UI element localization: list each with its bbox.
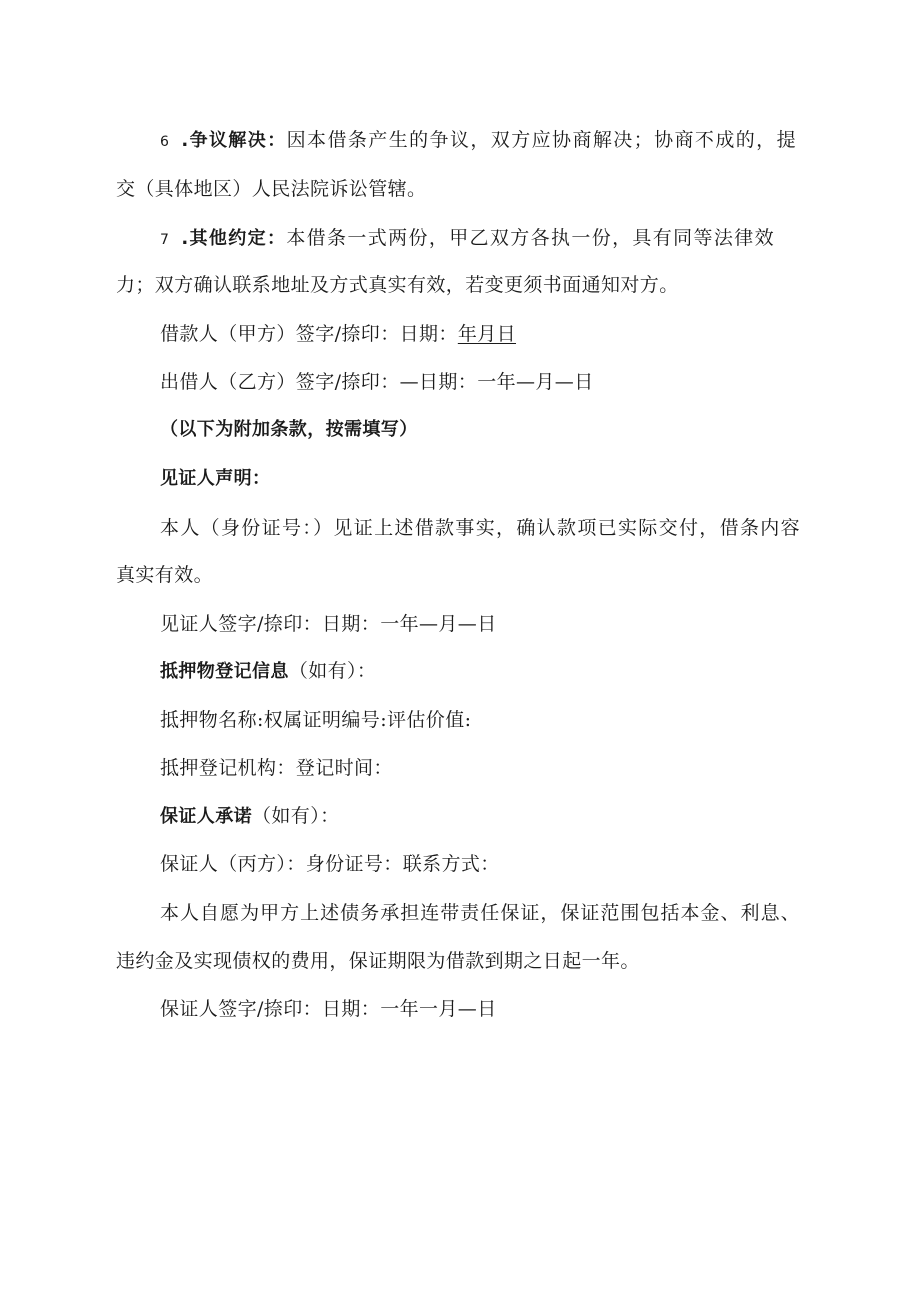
borrower-signature-date: 年月日: [457, 323, 517, 345]
collateral-info-line-2: 抵押登记机构：登记时间：: [160, 757, 393, 779]
guarantor-pledge-line-1: 本人自愿为甲方上述债务承担连带责任保证，保证范围包括本金、利息、: [160, 902, 800, 924]
clause-7-text-1: 本借条一式两份，甲乙双方各执一份，具有同等法律效: [286, 227, 774, 249]
collateral-heading-rest: （如有）：: [288, 660, 377, 682]
guarantor-heading-rest: （如有）：: [252, 805, 340, 827]
clause-7-title: .其他约定：: [181, 228, 287, 249]
collateral-heading-bold: 抵押物登记信息: [160, 661, 289, 682]
guarantor-info-line: 保证人（丙方）：身份证号：联系方式：: [160, 853, 500, 875]
witness-heading: 见证人声明：: [160, 468, 271, 489]
borrower-signature-label: 借款人（甲方）签字/捺印：日期：: [160, 323, 458, 345]
witness-statement-line-1: 本人（身份证号：）见证上述借款事实，确认款项已实际交付，借条内容: [160, 517, 800, 539]
clause-7-line-1: [160, 225, 774, 253]
collateral-heading: [160, 658, 376, 685]
borrower-signature-line: [160, 321, 516, 347]
clause-6-line-2: 交（具体地区）人民法院诉讼管辖。: [116, 178, 427, 200]
additional-clauses-heading: （以下为附加条款，按需填写）: [160, 419, 418, 440]
clause-6-title: .争议解决：: [181, 130, 287, 151]
clause-6-line-1: [160, 127, 796, 155]
witness-statement-line-2: 真实有效。: [116, 564, 214, 586]
witness-signature-line: 见证人签字/捺印：日期：一年—月—日: [160, 613, 497, 635]
clause-7-line-2: 力；双方确认联系地址及方式真实有效，若变更须书面通知对方。: [116, 274, 679, 296]
guarantor-heading: [160, 803, 340, 830]
clause-6-number: 6: [160, 134, 170, 150]
guarantor-heading-bold: 保证人承诺: [160, 806, 252, 827]
lender-signature-line: 出借人（乙方）签字/捺印：—日期：一年—月—日: [160, 371, 594, 393]
clause-7-number: 7: [160, 232, 170, 248]
clause-6-text-1: 因本借条产生的争议，双方应协商解决；协商不成的，提: [286, 129, 796, 151]
guarantor-pledge-line-2: 违约金及实现债权的费用，保证期限为借款到期之日起一年。: [116, 950, 640, 972]
guarantor-signature-line: 保证人签字/捺印：日期：一年一月—日: [160, 998, 497, 1020]
collateral-info-line-1: 抵押物名称:权属证明编号:评估价值:: [160, 709, 472, 731]
